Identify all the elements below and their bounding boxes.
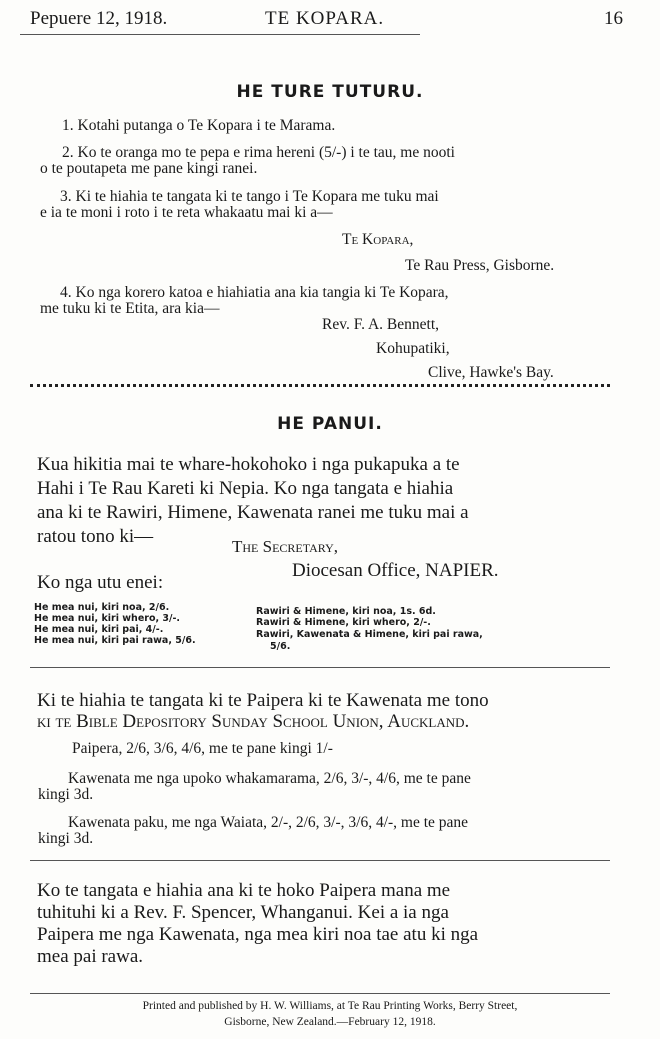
footer-line: Gisborne, New Zealand.—February 12, 1918. [224, 1016, 436, 1028]
rule-3: 3. Ki te hiahia te tangata ki te tango i Te Kopara me tuku mai [60, 188, 439, 205]
header-date: Pepuere 12, 1918. [30, 8, 168, 29]
address-line: Te Rau Press, Gisborne. [405, 257, 555, 274]
rule-1: 1. Kotahi putanga o Te Kopara i te Marama. [62, 117, 336, 134]
price-item: He mea nui, kiri whero, 3/-. [34, 613, 181, 624]
price-item: He mea nui, kiri pai, 4/-. [34, 624, 164, 635]
bible-line: Ki te hiahia te tangata ki te Paipera ki te Kawenata me tono [37, 690, 489, 711]
section-title-notice: HE PANUI. [277, 414, 383, 434]
spencer-line: tuhituhi ki a Rev. F. Spencer, Whanganui. Kei a ia nga [37, 902, 449, 923]
rule-4: 4. Ko nga korero katoa e hiahiatia ana kia tangia ki Te Kopara, [60, 284, 449, 301]
dotted-divider [30, 384, 610, 391]
notice-line: ana ki te Rawiri, Himene, Kawenata ranei me tuku mai a [37, 502, 469, 523]
price-item: 5/6. [270, 641, 291, 652]
price-item: Rawiri, Kawenata & Himene, kiri pai rawa, [256, 629, 483, 640]
divider [30, 993, 610, 994]
prices-label: Ko nga utu enei: [37, 572, 164, 593]
notice-line: ratou tono ki— [37, 526, 154, 547]
address-line: Diocesan Office, NAPIER. [292, 560, 499, 581]
bible-item: Kawenata me nga upoko whakamarama, 2/6, 3/-, 4/6, me te pane [68, 770, 471, 787]
spencer-line: Ko te tangata e hiahia ana ki te hoko Paipera mana me [37, 880, 451, 901]
spencer-line: Paipera me nga Kawenata, nga mea kiri noa tae atu ki nga [37, 924, 479, 945]
address-line: Kohupatiki, [376, 340, 450, 357]
rule-4-cont: me tuku ki te Etita, ara kia— [40, 300, 220, 317]
bible-item-cont: kingi 3d. [38, 786, 94, 803]
address-line: The Secretary, [232, 537, 339, 556]
price-item: Rawiri & Himene, kiri whero, 2/-. [256, 617, 431, 628]
price-item: Rawiri & Himene, kiri noa, 1s. 6d. [256, 606, 436, 617]
notice-line: Hahi i Te Rau Kareti ki Nepia. Ko nga tangata e hiahia [37, 478, 454, 499]
address-line: Clive, Hawke's Bay. [428, 364, 554, 381]
header-title: TE KOPARA. [265, 8, 385, 29]
divider [30, 860, 610, 861]
bible-item: Kawenata paku, me nga Waiata, 2/-, 2/6, 3/-, 3/6, 4/-, me te pane [68, 814, 469, 831]
address-line: Rev. F. A. Bennett, [322, 316, 440, 333]
rule-2-cont: o te poutapeta me pane kingi ranei. [40, 160, 258, 177]
address-line: Te Kopara, [342, 231, 414, 248]
notice-line: Kua hikitia mai te whare-hokohoko i nga pukapuka a te [37, 454, 460, 475]
bible-line: ki te Bible Depository Sunday School Union, Auckland. [37, 711, 470, 732]
price-item: He mea nui, kiri pai rawa, 5/6. [34, 635, 196, 646]
bible-item-cont: kingi 3d. [38, 830, 94, 847]
footer-line: Printed and published by H. W. Williams, at Te Rau Printing Works, Berry Street, [142, 1000, 518, 1012]
header-rule [20, 34, 420, 35]
bible-item: Paipera, 2/6, 3/6, 4/6, me te pane kingi 1/- [72, 740, 333, 757]
page-number: 16 [604, 8, 623, 29]
divider [30, 667, 610, 668]
rule-2: 2. Ko te oranga mo te pepa e rima hereni (5/-) i te tau, me nooti [62, 144, 455, 161]
section-title-rules: HE TURE TUTURU. [236, 82, 424, 102]
spencer-line: mea pai rawa. [37, 946, 144, 967]
rule-3-cont: e ia te moni i roto i te reta whakaatu mai ki a— [40, 204, 333, 221]
price-item: He mea nui, kiri noa, 2/6. [34, 602, 170, 613]
